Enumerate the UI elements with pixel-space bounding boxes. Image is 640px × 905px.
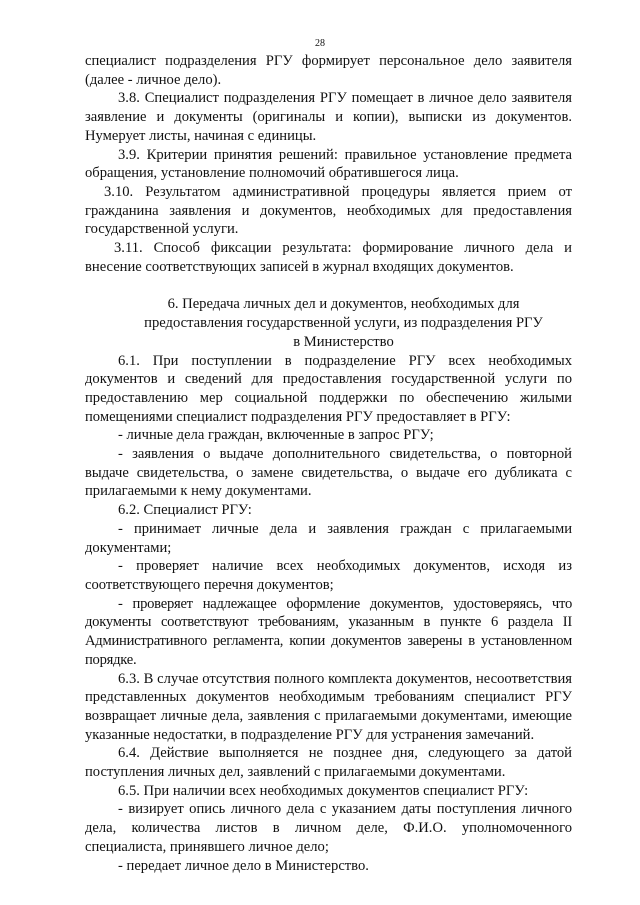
- paragraph-3-11: 3.11. Способ фиксации результата: формирование личного дела и внесение соответствующих записей в журнал входящих документов.: [85, 240, 572, 275]
- paragraph-3-10: 3.10. Результатом административной процедуры является прием от гражданина заявления и документов, необходимых для предоставления государственной услуги.: [85, 183, 572, 238]
- heading-line-2: предоставления государственной услуги, из подразделения РГУ: [144, 315, 543, 332]
- paragraph-3-8: 3.8. Специалист подразделения РГУ помещает в личное дело заявителя заявление и документы (оригиналы и копии), выписки из документов. Нумерует листы, начиная с единицы.: [85, 90, 572, 144]
- paragraph-6-3: 6.3. В случае отсутствия полного комплекта документов, несоответствия представленных документов необходимым требованиям специалист РГУ возвращает личные дела, заявления с прилагаемыми документами, имеющие указанные недостатки, в подразделение РГУ для устранения замечаний.: [85, 670, 572, 743]
- document-body: [85, 52, 572, 875]
- page-number: 28: [315, 38, 325, 49]
- list-item-checks-presence: - проверяет наличие всех необходимых документов, исходя из соответствующего перечня документов;: [85, 558, 572, 593]
- list-item-applications: - заявления о выдаче дополнительного свидетельства, о повторной выдаче свидетельства, о замене свидетельства, о выдаче его дубликата с прилагаемыми к нему документами.: [85, 446, 572, 500]
- list-item-checks-formatting: - проверяет надлежащее оформление документов, удостоверяясь, что документы соответствуют требованиям, указанным в пункте 6 раздела II Административного регламента, копии документов заверены в установленном порядке.: [85, 595, 572, 668]
- list-item-endorses-inventory: - визирует опись личного дела с указанием даты поступления личного дела, количества листов в личном деле, Ф.И.О. уполномоченного специалиста, принявшего личное дело;: [85, 801, 572, 855]
- list-item-personal-files: - личные дела граждан, включенные в запрос РГУ;: [118, 427, 434, 444]
- list-item-accepts: - принимает личные дела и заявления граждан с прилагаемыми документами;: [85, 520, 572, 556]
- paragraph-6-4: 6.4. Действие выполняется не позднее дня, следующего за датой поступления личных дел, заявлений с прилагаемыми документами.: [85, 745, 572, 781]
- paragraph-6-1: 6.1. При поступлении в подразделение РГУ всех необходимых документов и сведений для предоставления государственной услуги по предоставлению мер социальной поддержки по обеспечению жилыми помещениями специалист подразделения РГУ предоставляет в РГУ:: [85, 352, 572, 425]
- paragraph-6-2: 6.2. Специалист РГУ:: [118, 502, 252, 519]
- list-item-transfers-file: - передает личное дело в Министерство.: [118, 857, 369, 874]
- paragraph-3-9: 3.9. Критерии принятия решений: правильное установление предмета обращения, установление полномочий обратившегося лица.: [85, 146, 572, 182]
- paragraph-6-5: 6.5. При наличии всех необходимых документов специалист РГУ:: [118, 782, 529, 799]
- section-heading-6: [85, 295, 572, 351]
- paragraph-3-7-continuation: специалист подразделения РГУ формирует персональное дело заявителя (далее - личное дело).: [85, 53, 572, 88]
- heading-line-3: в Министерство: [293, 333, 394, 350]
- heading-line-1: 6. Передача личных дел и документов, необходимых для: [167, 296, 520, 313]
